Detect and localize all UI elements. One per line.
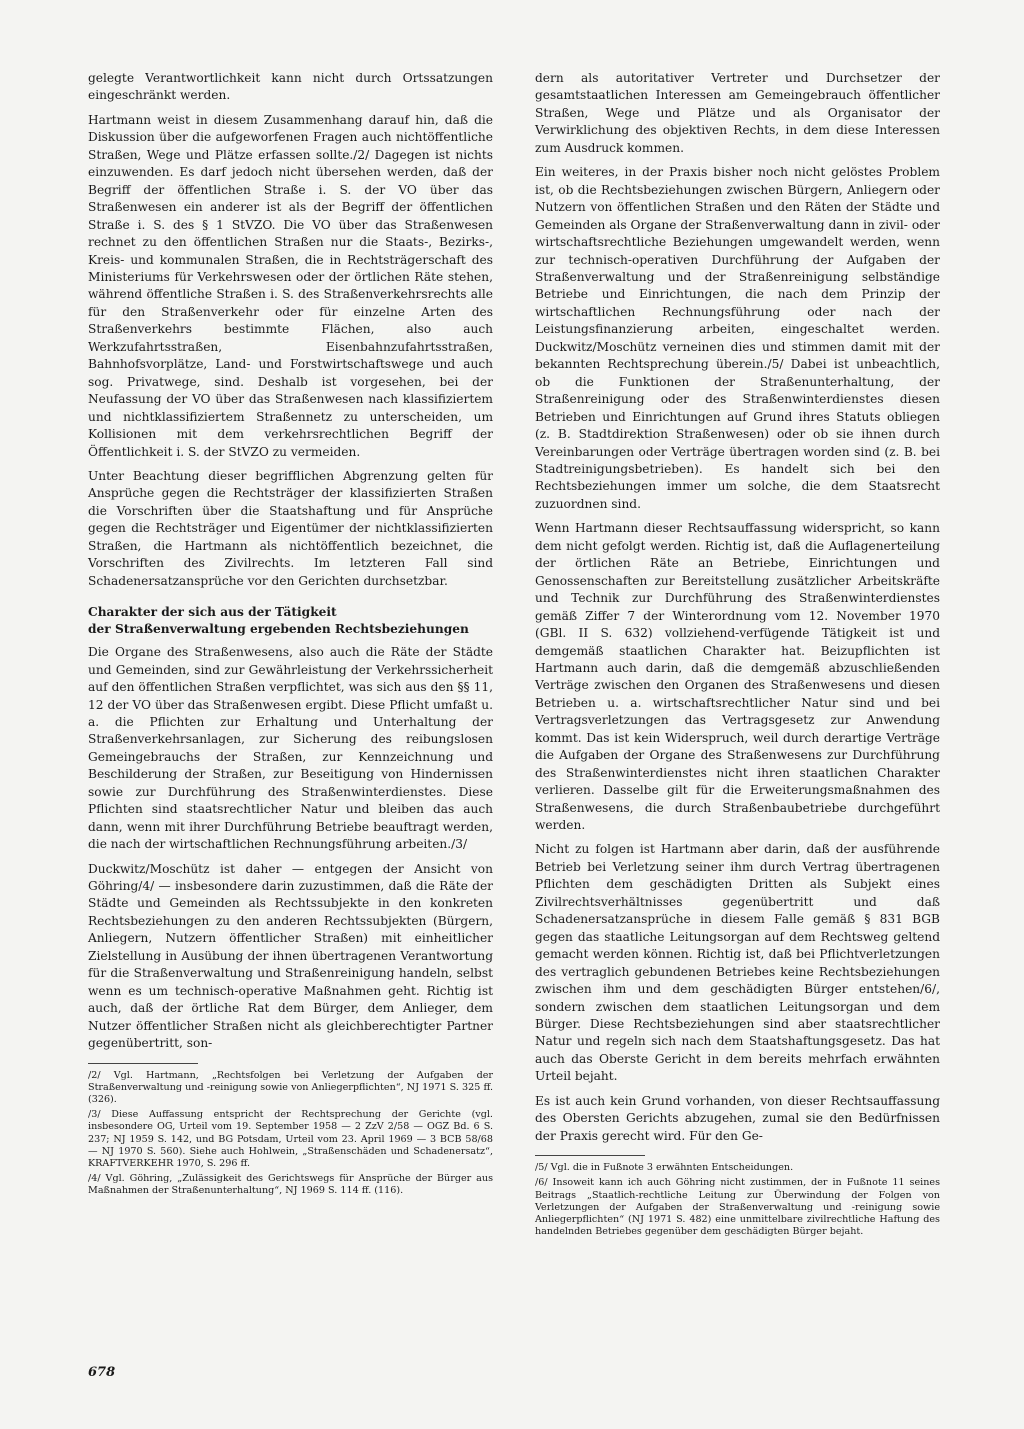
footnote-divider [88, 1063, 198, 1064]
body-paragraph: Duckwitz/Moschütz ist daher — entgegen der Ansicht von Göhring/4/ — insbesondere darin zuzustimmen, daß die Räte der Städte und Gemeinden als Rechtssubjekte in den konkreten Rechtsbeziehungen zu den anderen Rechtssubjekten (Bürgern, Anliegern, Nutzern öffentlicher Straßen) mit einheitlicher Zielstellung in Ausübung der ihnen übertragenen Verantwortung für die Straßenverwaltung und Straßenreinigung handeln, selbst wenn es um technisch-operative Maßnahmen geht. Richtig ist auch, daß der örtliche Rat dem Bürger, dem Anlieger, dem Nutzer öffentlicher Straßen nicht als gleichberechtigter Partner gegenübertritt, son- [88, 861, 493, 1051]
footnote: /3/ Diese Auffassung entspricht der Rechtsprechung der Gerichte (vgl. insbesondere OG, Urteil vom 19. September 1958 — 2 ZzV 2/58 — OGZ Bd. 6 S. 237; NJ 1959 S. 142, und BG Potsdam, Urteil vom 23. April 1969 — 3 BCB 58/68 — NJ 1970 S. 560). Siehe auch Hohlwein, „Straßenschäden und Schadenersatz“, KRAFTVERKEHR 1970, S. 296 ff. [88, 1109, 493, 1169]
footnote: /5/ Vgl. die in Fußnote 3 erwähnten Entscheidungen. [535, 1162, 794, 1174]
body-paragraph: Die Organe des Straßenwesens, also auch die Räte der Städte und Gemeinden, sind zur Gewährleistung der Verkehrssicherheit auf den öffentlichen Straßen verpflichtet, was sich aus den §§ 11, 12 der VO über das Straßenwesen ergibt. Diese Pflicht umfaßt u. a. die Pflichten zur Erhaltung und Unterhaltung der Straßenverkehrsanlagen, zur Sicherung des reibungslosen Gemeingebrauchs der Straßen, zur Kennzeichnung und Beschilderung der Straßen, zur Beseitigung von Hindernissen sowie zur Durchführung des Straßenwinterdienstes. Diese Pflichten sind staatsrechtlicher Natur und bleiben das auch dann, wenn mit ihrer Durchführung Betriebe beauftragt werden, die nach der wirtschaftlichen Rechnungsführung arbeiten./3/ [88, 645, 493, 852]
left-column [88, 70, 493, 1201]
section-heading-line: der Straßenverwaltung ergebenden Rechtsbeziehungen [88, 622, 469, 637]
body-paragraph: Unter Beachtung dieser begrifflichen Abgrenzung gelten für Ansprüche gegen die Rechtsträger der klassifizierten Straßen die Vorschriften über die Staatshaftung und für Ansprüche gegen die Rechtsträger und Eigentümer der nichtklassifizierten Straßen, die Hartmann als nichtöffentlich bezeichnet, die Vorschriften des Zivilrechts. Im letzteren Fall sind Schadenersatzansprüche vor den Gerichten durchsetzbar. [88, 468, 493, 588]
body-paragraph: gelegte Verantwortlichkeit kann nicht durch Ortssatzungen eingeschränkt werden. [88, 71, 493, 103]
section-heading-line: Charakter der sich aus der Tätigkeit [88, 605, 337, 620]
body-paragraph: Nicht zu folgen ist Hartmann aber darin, daß der ausführende Betrieb bei Verletzung seiner ihm durch Vertrag übertragenen Pflichten dem geschädigten Dritten als Subjekt eines Zivilrechtsverhältnisses gegenübertritt und daß Schadenersatzansprüche in diesem Falle gemäß § 831 BGB gegen das staatliche Leitungsorgan auf dem Rechtsweg geltend gemacht werden können. Richtig ist, daß bei Pflichtverletzungen des vertraglich gebundenen Betriebes keine Rechtsbeziehungen zwischen ihm und dem geschädigten Bürger entstehen/6/, sondern zwischen dem staatlichen Leitungsorgan und dem Bürger. Diese Rechtsbeziehungen sind aber staatsrechtlicher Natur und regeln sich nach dem Staatshaftungsgesetz. Das hat auch das Oberste Gericht in dem bereits mehrfach erwähnten Urteil bejaht. [535, 842, 940, 1084]
body-paragraph: Ein weiteres, in der Praxis bisher noch nicht gelöstes Problem ist, ob die Rechtsbeziehungen zwischen Bürgern, Anliegern oder Nutzern von öffentlichen Straßen und den Räten der Städte und Gemeinden als Organe der Straßenverwaltung dann in zivil- oder wirtschaftsrechtliche Beziehungen umgewandelt werden, wenn zur technisch-operativen Durchführung der Aufgaben der Straßenverwaltung und der Straßenreinigung selbständige Betriebe und Einrichtungen, die nach dem Prinzip der wirtschaftlichen Rechnungsführung oder nach der Leistungsfinanzierung arbeiten, eingeschaltet werden. Duckwitz/Moschütz verneinen dies und stimmen damit mit der bekannten Rechtsprechung überein./5/ Dabei ist unbeachtlich, ob die Funktionen der Straßenunterhaltung, der Straßenreinigung oder des Straßenwinterdienstes diesen Betrieben und Einrichtungen auf Grund ihres Statuts obliegen (z. B. Stadtdirektion Straßenwesen) oder ob sie ihnen durch Vereinbarungen oder Verträge übertragen worden sind (z. B. bei Stadtreinigungsbetrieben). Es handelt sich bei den Rechtsbeziehungen immer um solche, die dem Staatsrecht zuzuordnen sind. [535, 165, 940, 511]
right-column [535, 70, 940, 1241]
body-paragraph: dern als autoritativer Vertreter und Durchsetzer der gesamtstaatlichen Interessen am Gemeingebrauch öffentlicher Straßen, Wege und Plätze und als Organisator der Verwirklichung des objektiven Rechts, in dem diese Interessen zum Ausdruck kommen. [535, 71, 940, 155]
footnote-divider [535, 1155, 645, 1156]
footnote: /4/ Vgl. Göhring, „Zulässigkeit des Gerichtswegs für Ansprüche der Bürger aus Maßnahmen der Straßenunterhaltung“, NJ 1969 S. 114 ff. (116). [88, 1173, 493, 1197]
body-paragraph: Hartmann weist in diesem Zusammenhang darauf hin, daß die Diskussion über die aufgeworfenen Fragen auch nichtöffentliche Straßen, Wege und Plätze erfassen sollte./2/ Dagegen ist nichts einzuwenden. Es darf jedoch nicht übersehen werden, daß der Begriff der öffentlichen Straße i. S. der VO über das Straßenwesen ein anderer ist als der Begriff der öffentlichen Straße i. S. des § 1 StVZO. Die VO über das Straßenwesen rechnet zu den öffentlichen Straßen nur die Staats-, Bezirks-, Kreis- und kommunalen Straßen, die in Rechtsträgerschaft des Ministeriums für Verkehrswesen oder der örtlichen Räte stehen, während öffentliche Straßen i. S. des Straßenverkehrsrechts alle für den Straßenverkehr oder für einzelne Arten des Straßenverkehrs bestimmte Flächen, also auch Werkzufahrtsstraßen, Eisenbahnzufahrtsstraßen, Bahnhofsvorplätze, Land- und Forstwirtschaftswege und auch sog. Privatwege, sind. Deshalb ist vorgesehen, bei der Neufassung der VO über das Straßenwesen nach klassifiziertem und nichtklassifiziertem Straßennetz zu unterscheiden, um Kollisionen mit dem verkehrsrechtlichen Begriff der Öffentlichkeit i. S. der StVZO zu vermeiden. [88, 112, 493, 459]
page-number: 678 [88, 1365, 116, 1380]
body-paragraph: Es ist auch kein Grund vorhanden, von dieser Rechtsauffassung des Obersten Gerichts abzugehen, zumal sie den Bedürfnissen der Praxis gerecht wird. Für den Ge- [535, 1093, 940, 1143]
section-heading [88, 604, 493, 638]
body-paragraph: Wenn Hartmann dieser Rechtsauffassung widerspricht, so kann dem nicht gefolgt werden. Richtig ist, daß die Auflagenerteilung der örtlichen Räte an Betriebe, Einrichtungen und Genossenschaften zur Bereitstellung zusätzlicher Arbeitskräfte und Technik zur Durchführung des Straßenwinterdienstes gemäß Ziffer 7 der Winterordnung vom 12. November 1970 (GBl. II S. 632) vollziehend-verfügende Tätigkeit ist und demgemäß staatlichen Charakter hat. Beizupflichten ist Hartmann auch darin, daß die demgemäß abzuschließenden Verträge zwischen den Organen des Straßenwesens und diesen Betrieben u. a. wirtschaftsrechtlicher Natur sind und bei Vertragsverletzungen das Vertragsgesetz zur Anwendung kommt. Das ist kein Widerspruch, weil durch derartige Verträge die Aufgaben der Organe des Straßenwesens zur Durchführung des Straßenwinterdienstes nicht ihren staatlichen Charakter verlieren. Dasselbe gilt für die Erweiterungsmaßnahmen des Straßenwesens, die durch Straßenbaubetriebe durchgeführt werden. [535, 521, 940, 833]
footnote: /6/ Insoweit kann ich auch Göhring nicht zustimmen, der in Fußnote 11 seines Beitrags „Staatlich-rechtliche Leitung zur Überwindung der Folgen von Verletzungen der Aufgaben der Straßenverwaltung und -reinigung sowie Anliegerpflichten“ (NJ 1971 S. 482) eine unmittelbare zivilrechtliche Haftung des handelnden Betriebes gegenüber dem geschädigten Bürger bejaht. [535, 1177, 940, 1238]
footnote: /2/ Vgl. Hartmann, „Rechtsfolgen bei Verletzung der Aufgaben der Straßenverwaltung und -reinigung sowie von Anliegerpflichten“, NJ 1971 S. 325 ff. (326). [88, 1069, 493, 1105]
